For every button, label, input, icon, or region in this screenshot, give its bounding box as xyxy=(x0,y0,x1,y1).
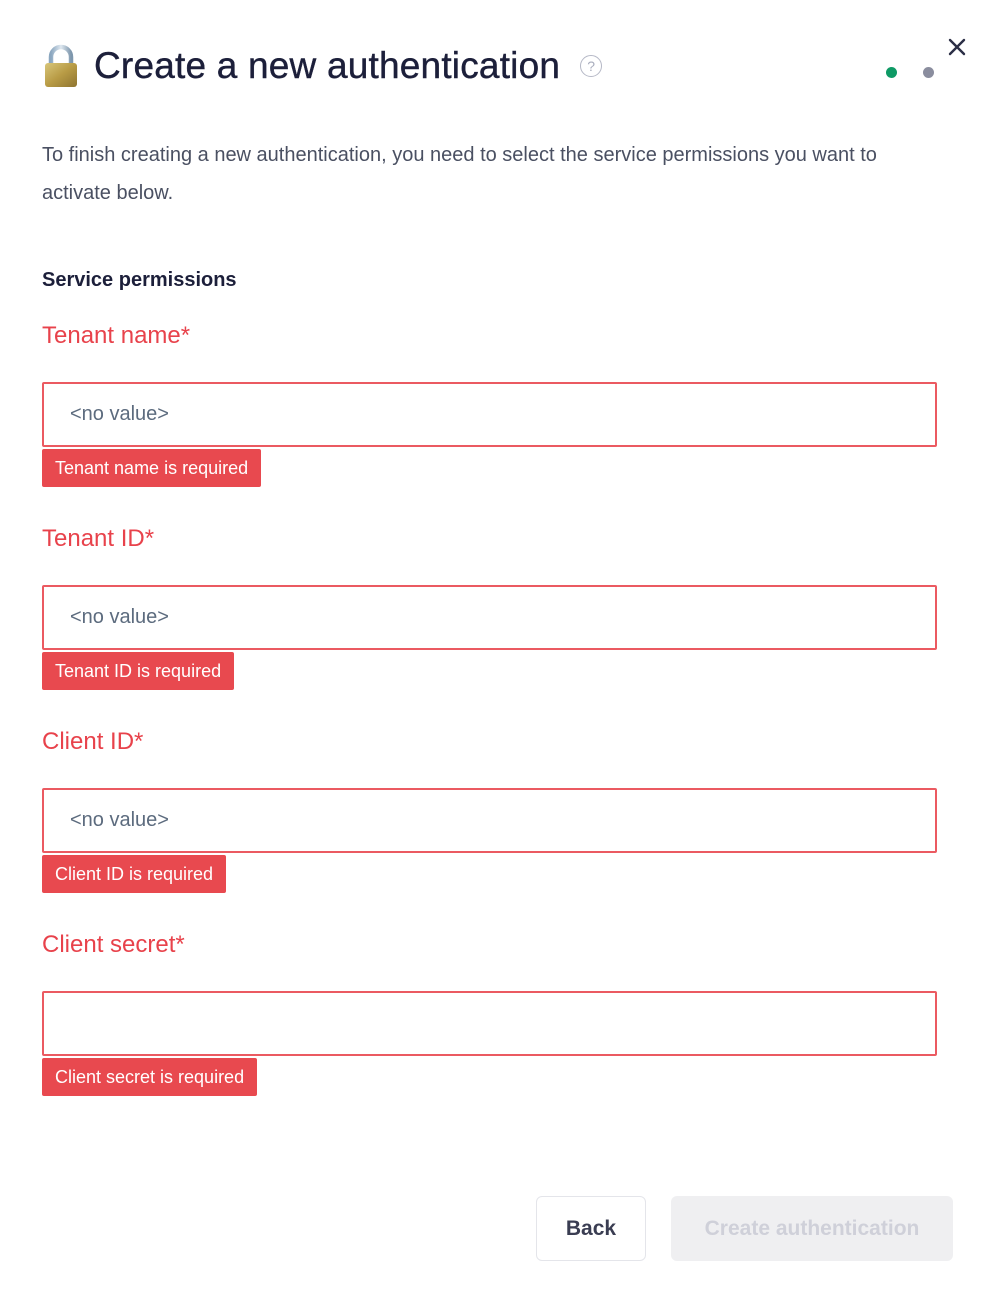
section-title: Service permissions xyxy=(42,269,237,291)
lock-icon xyxy=(42,44,80,88)
create-authentication-button[interactable]: Create authentication xyxy=(671,1196,953,1261)
step-dot-current xyxy=(923,67,934,78)
client-secret-input[interactable] xyxy=(42,991,937,1056)
error-message: Tenant ID is required xyxy=(42,652,234,690)
field-label: Client secret* xyxy=(42,931,185,958)
dialog-header xyxy=(42,44,602,88)
step-dot-complete xyxy=(886,67,897,78)
intro-text: To finish creating a new authentication, you need to select the service permissions you want to activate below. xyxy=(42,144,877,204)
step-indicator xyxy=(886,67,934,78)
field-tenant-id xyxy=(42,521,937,690)
client-id-input[interactable] xyxy=(42,788,937,853)
field-label: Tenant name* xyxy=(42,322,191,349)
field-tenant-name xyxy=(42,318,937,487)
field-client-id xyxy=(42,724,937,893)
field-label: Client ID* xyxy=(42,728,144,755)
error-message: Tenant name is required xyxy=(42,449,261,487)
tenant-id-input[interactable] xyxy=(42,585,937,650)
close-icon xyxy=(948,38,966,56)
back-button[interactable]: Back xyxy=(536,1196,646,1261)
help-glyph: ? xyxy=(587,58,596,74)
question-circle-icon[interactable] xyxy=(580,55,602,77)
error-message: Client secret is required xyxy=(42,1058,257,1096)
field-client-secret xyxy=(42,927,937,1096)
tenant-name-input[interactable] xyxy=(42,382,937,447)
error-message: Client ID is required xyxy=(42,855,226,893)
close-button[interactable] xyxy=(944,34,970,60)
field-label: Tenant ID* xyxy=(42,525,155,552)
dialog-title: Create a new authentication xyxy=(94,45,561,86)
